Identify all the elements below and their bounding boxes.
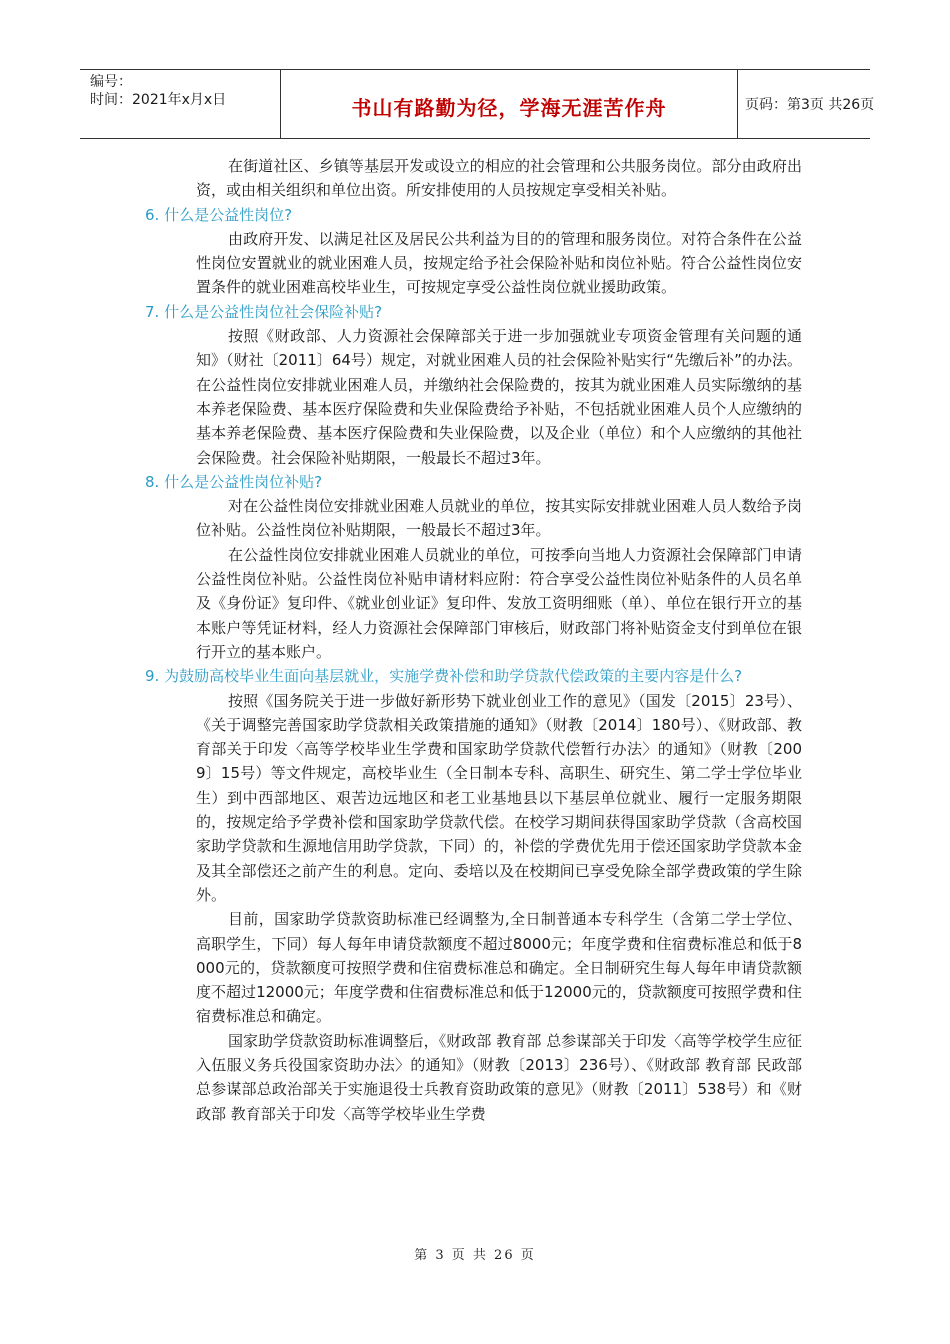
question-heading: 8. 什么是公益性岗位补贴? xyxy=(145,472,323,491)
paragraph: 在街道社区、乡镇等基层开发或设立的相应的社会管理和公共服务岗位。部分由政府出资，或由相关组织和单位出资。所安排使用的人员按规定享受相关补贴。 xyxy=(196,157,802,200)
document-body xyxy=(0,154,950,1126)
page-footer: 第 3 页 共 26 页 xyxy=(414,1248,536,1263)
serial-label: 编号： xyxy=(90,74,132,90)
header-motto-cell xyxy=(280,70,738,138)
paragraph: 按照《财政部、人力资源社会保障部关于进一步加强就业专项资金管理有关问题的通知》（财社〔2011〕64号）规定，对就业困难人员的社会保险补贴实行“先缴后补”的办法。在公益性岗位安排就业困难人员，并缴纳社会保险费的，按其为就业困难人员实际缴纳的基本养老保险费、基本医疗保险费和失业保险费给予补贴，不包括就业困难人员个人应缴纳的基本养老保险费、基本医疗保险费和失业保险费，以及企业（单位）和个人应缴纳的其他社会保险费。社会保险补贴期限，一般最长不超过3年。 xyxy=(196,327,802,467)
question-heading: 9. 为鼓励高校毕业生面向基层就业，实施学费补偿和助学贷款代偿政策的主要内容是什么? xyxy=(145,667,743,686)
header-page-info: 页码：第3页 共26页 xyxy=(745,97,875,113)
page-header xyxy=(80,69,875,139)
header-meta xyxy=(82,70,278,138)
question-heading: 7. 什么是公益性岗位社会保险补贴? xyxy=(145,302,383,321)
paragraph: 由政府开发、以满足社区及居民公共利益为目的的管理和服务岗位。对符合条件在公益性岗位安置就业的就业困难人员，按规定给予社会保险补贴和岗位补贴。符合公益性岗位安置条件的就业困难高校毕业生，可按规定享受公益性岗位就业援助政策。 xyxy=(196,229,802,297)
question-heading: 6. 什么是公益性岗位? xyxy=(145,205,293,224)
paragraph: 国家助学贷款资助标准调整后，《财政部 教育部 总参谋部关于印发〈高等学校学生应征入伍服义务兵役国家资助办法〉的通知》（财教〔2013〕236号）、《财政部 教育部 民政部 总参谋部总政治部关于实施退役士兵教育资助政策的意见》（财教〔2011〕538号）和《财政部 教育部关于印发〈高等学校毕业生学费 xyxy=(196,1031,802,1123)
header-page-cell xyxy=(737,70,875,138)
paragraph: 对在公益性岗位安排就业困难人员就业的单位，按其实际安排就业困难人员人数给予岗位补贴。公益性岗位补贴期限，一般最长不超过3年。 xyxy=(196,497,802,540)
paragraph: 在公益性岗位安排就业困难人员就业的单位，可按季向当地人力资源社会保障部门申请公益性岗位补贴。公益性岗位补贴申请材料应附：符合享受公益性岗位补贴条件的人员名单及《身份证》复印件、《就业创业证》复印件、发放工资明细账（单）、单位在银行开立的基本账户等凭证材料，经人力资源社会保障部门审核后，财政部门将补贴资金支付到单位在银行开立的基本账户。 xyxy=(196,545,802,661)
paragraph: 按照《国务院关于进一步做好新形势下就业创业工作的意见》（国发〔2015〕23号）、《关于调整完善国家助学贷款相关政策措施的通知》（财教〔2014〕180号）、《财政部、教育部关于印发〈高等学校毕业生学费和国家助学贷款代偿暂行办法〉的通知》（财教〔2009〕15号）等文件规定，高校毕业生（全日制本专科、高职生、研究生、第二学士学位毕业生）到中西部地区、艰苦边远地区和老工业基地县以下基层单位就业、履行一定服务期限的，按规定给予学费补偿和国家助学贷款代偿。在校学习期间获得国家助学贷款（含高校国家助学贷款和生源地信用助学贷款，下同）的，补偿的学费优先用于偿还国家助学贷款本金及其全部偿还之前产生的利息。定向、委培以及在校期间已享受免除全部学费政策的学生除外。 xyxy=(196,691,802,904)
time-label: 时间：2021年x月x日 xyxy=(90,92,227,108)
paragraph: 目前，国家助学贷款资助标准已经调整为,全日制普通本专科学生（含第二学士学位、高职学生，下同）每人每年申请贷款额度不超过8000元；年度学费和住宿费标准总和低于8000元的，贷款额度可按照学费和住宿费标准总和确定。全日制研究生每人每年申请贷款额度不超过12000元；年度学费和住宿费标准总和低于12000元的，贷款额度可按照学费和住宿费标准总和确定。 xyxy=(196,910,802,1026)
header-motto: 书山有路勤为径，学海无涯苦作舟 xyxy=(351,96,667,120)
